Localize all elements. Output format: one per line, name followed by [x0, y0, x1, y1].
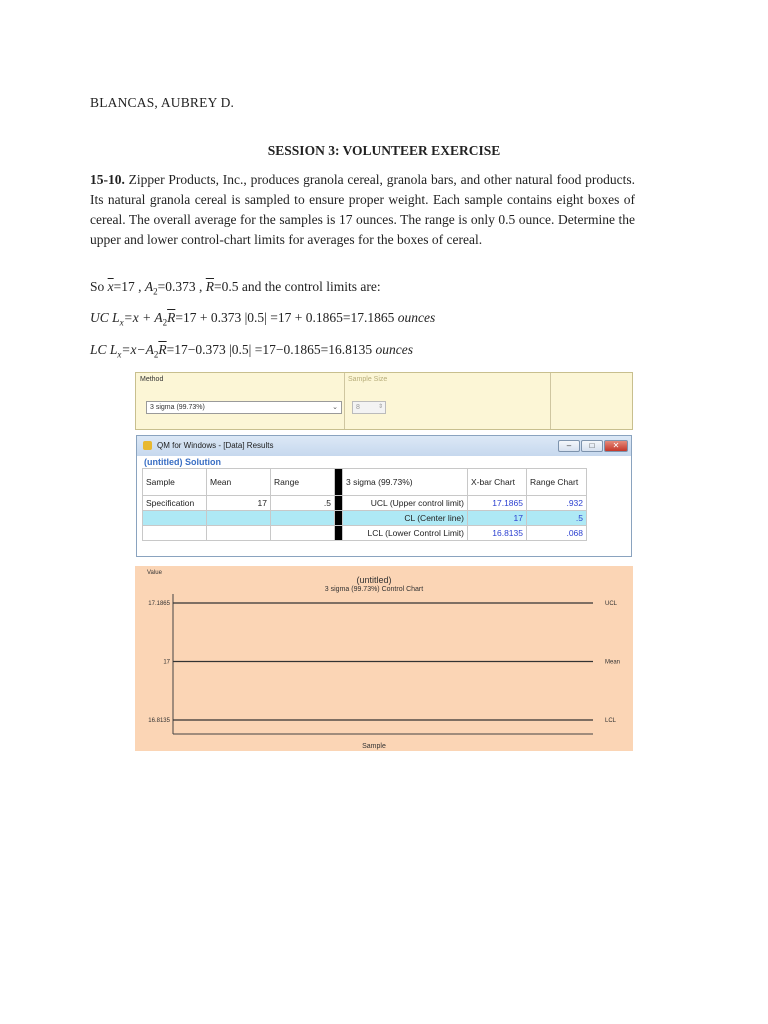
- table-cell: [335, 496, 343, 511]
- table-cell[interactable]: [271, 511, 335, 526]
- control-chart: [135, 566, 633, 751]
- table-cell: [335, 511, 343, 526]
- table-cell: 17: [468, 511, 527, 526]
- legend-label: Mean: [605, 659, 621, 666]
- header-cell: Mean: [207, 469, 271, 496]
- problem-text: Zipper Products, Inc., produces granola cereal, granola bars, and other natural food products. Its natural granola cereal is sampled to ensure proper weight. Each sample contains eight boxes of cereal. The overall average for the samples is 17 ounces. The range is only 0.5 ounce. Determine the upper and lower control-chart limits for averages for the boxes of cereal.: [90, 172, 636, 247]
- table-cell: .5: [527, 511, 587, 526]
- close-button[interactable]: ✕: [604, 440, 628, 452]
- problem-number: 15-10.: [90, 172, 125, 187]
- chart-title: (untitled): [356, 575, 392, 585]
- window-title: QM for Windows - [Data] Results: [157, 441, 274, 450]
- method-section: [136, 373, 345, 429]
- header-cell: X-bar Chart: [468, 469, 527, 496]
- header-cell: Sample: [143, 469, 207, 496]
- table-cell: LCL (Lower Control Limit): [343, 526, 468, 541]
- table-cell: .932: [527, 496, 587, 511]
- x-axis-label: Sample: [362, 743, 386, 750]
- results-window: [136, 435, 632, 557]
- table-cell[interactable]: [271, 526, 335, 541]
- legend-label: LCL: [605, 718, 617, 724]
- header-cell: [335, 469, 343, 496]
- sample-size-section: [344, 373, 551, 429]
- table-cell[interactable]: .5: [271, 496, 335, 511]
- minimize-button[interactable]: –: [558, 440, 580, 452]
- header-cell: Range Chart: [527, 469, 587, 496]
- page-title: SESSION 3: VOLUNTEER EXERCISE: [267, 143, 501, 158]
- table-row: [143, 496, 587, 511]
- legend-label: UCL: [605, 601, 618, 607]
- author-name: BLANCAS, AUBREY D.: [90, 95, 235, 110]
- table-cell[interactable]: 17: [207, 496, 271, 511]
- table-cell: UCL (Upper control limit): [343, 496, 468, 511]
- header-cell: Range: [271, 469, 335, 496]
- method-select[interactable]: 3 sigma (99.73%) ⌄: [146, 401, 342, 414]
- y-tick-label: 17: [163, 659, 170, 666]
- problem-statement: [90, 170, 635, 250]
- table-cell[interactable]: [207, 511, 271, 526]
- ucl-equation: UC $L_x=x + A_2\overline{R}=17 + 0.373$ |0.5| =17 + 0.1865=17.1865 ounces: [90, 310, 436, 328]
- table-cell: [335, 526, 343, 541]
- header-cell: 3 sigma (99.73%): [343, 469, 468, 496]
- chart-subtitle: 3 sigma (99.73%) Control Chart: [324, 586, 424, 593]
- method-panel: [135, 372, 633, 430]
- solution-title: (untitled) Solution: [144, 457, 221, 467]
- maximize-button[interactable]: □: [581, 440, 603, 452]
- stepper-arrows-icon: ⇕: [377, 404, 383, 410]
- table-cell: CL (Center line): [343, 511, 468, 526]
- chevron-down-icon: ⌄: [332, 404, 338, 411]
- table-row: [143, 526, 587, 541]
- y-axis-label: Value: [147, 570, 162, 576]
- table-cell: 16.8135: [468, 526, 527, 541]
- y-tick-label: 17.1865: [148, 601, 170, 607]
- table-cell[interactable]: [143, 511, 207, 526]
- y-tick-label: 16.8135: [148, 718, 170, 724]
- method-label: Method: [140, 376, 164, 383]
- results-table: [142, 468, 587, 541]
- table-cell[interactable]: [143, 526, 207, 541]
- sample-size-label: Sample Size: [348, 376, 388, 383]
- table-header-row: [143, 469, 587, 496]
- table-cell[interactable]: [207, 526, 271, 541]
- table-cell: 17.1865: [468, 496, 527, 511]
- chart-canvas: [135, 566, 633, 751]
- given-values-line: So $\overline{x}=17$ , $A_2=0.373$ , $\overline{R}=0.5$ and the control limits are:: [90, 279, 381, 297]
- app-icon: [143, 441, 152, 450]
- table-cell: .068: [527, 526, 587, 541]
- window-title-bar[interactable]: [137, 436, 631, 456]
- lcl-equation: LC $L_x=x-A_2\overline{R}=17-0.373$ |0.5| =17−0.1865=16.8135 ounces: [90, 342, 413, 360]
- table-cell[interactable]: Specification: [143, 496, 207, 511]
- table-row: [143, 511, 587, 526]
- sample-size-stepper[interactable]: 8 ⇕: [352, 401, 386, 414]
